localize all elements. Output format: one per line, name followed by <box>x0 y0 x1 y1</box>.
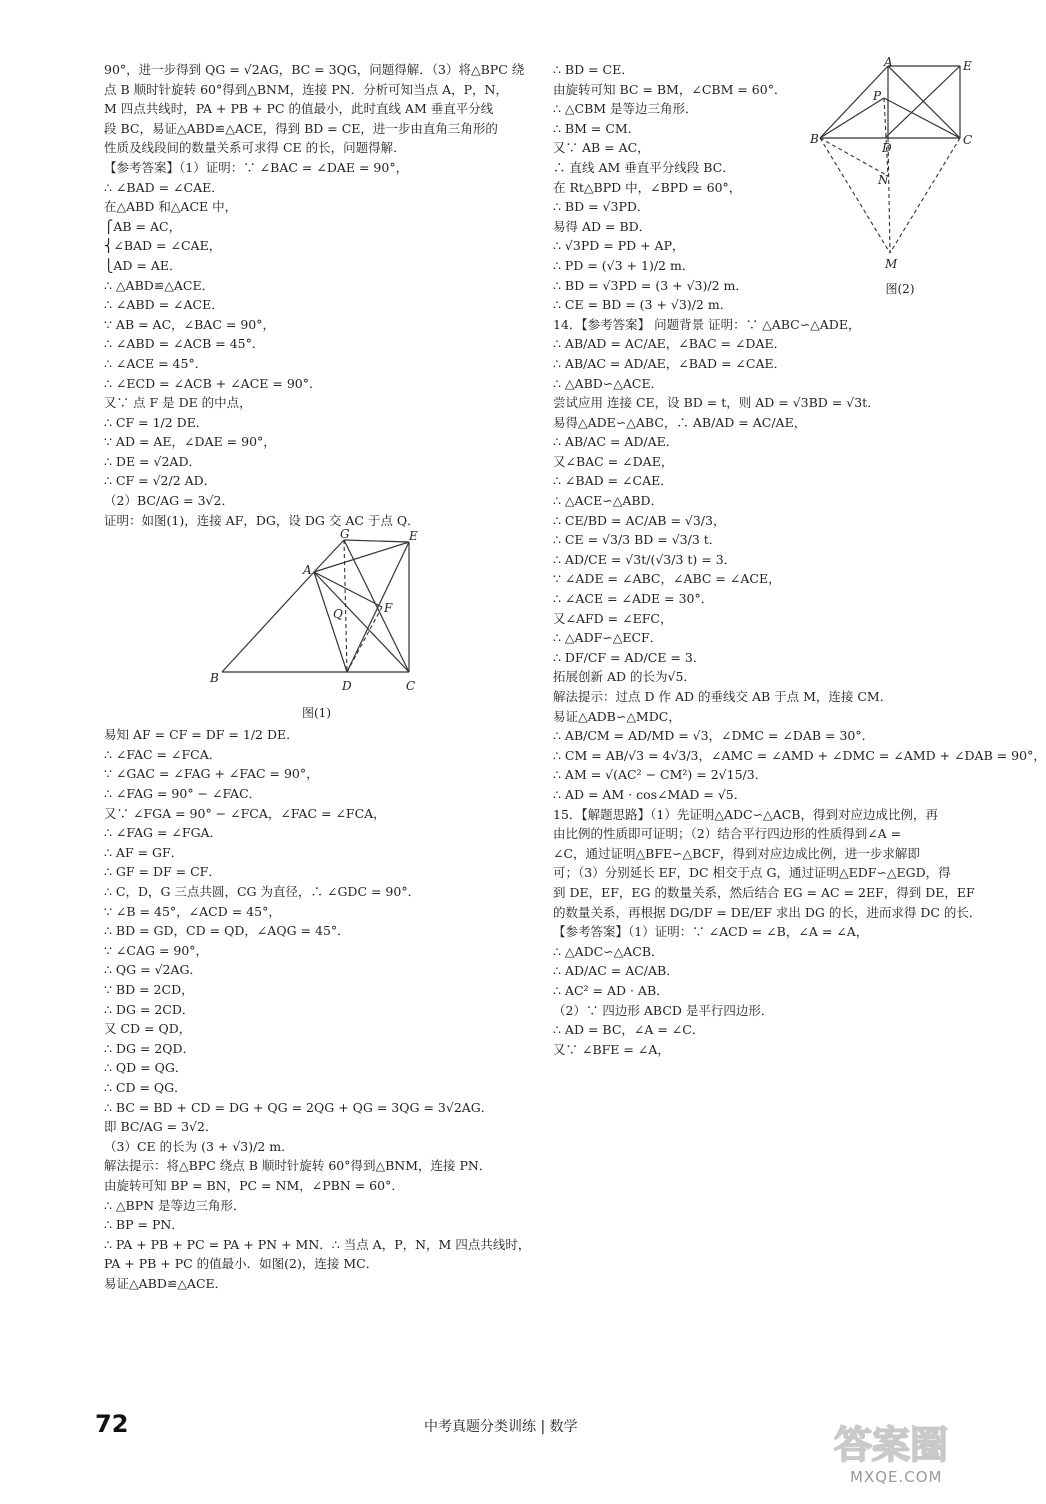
fig2-label-a: A <box>884 55 893 69</box>
fig2-label-e: E <box>963 59 972 73</box>
left-text-line: ∴ BC = BD + CD = DG + QG = 2QG + QG = 3QG = 3√2AG． <box>104 1099 494 1115</box>
left-text-line: ∴ ∠ACE = 45°． <box>104 355 208 371</box>
left-text-line: ∴ ∠ECD = ∠ACB + ∠ACE = 90°． <box>104 375 322 391</box>
left-text-line: ∴ DG = 2CD． <box>104 1001 195 1017</box>
fig1-label-f: F <box>384 601 393 616</box>
left-text-line: 点 B 顺时针旋转 60°得到△BNM，连接 PN．分析可知当点 A，P，N， <box>104 81 508 97</box>
q15-text-line: ∴ AD = BC，∠A = ∠C． <box>553 1022 705 1038</box>
left-text-line: 又∵ 点 F 是 DE 的中点， <box>104 395 252 411</box>
right-text-line: ∴ AD = AM · cos∠MAD = √5． <box>553 786 747 802</box>
right-text-line: ∴ CM = AB/√3 = 4√3/3，∠AMC = ∠AMD + ∠DMC = ∠AMD + ∠DAB = 90°， <box>553 747 1046 763</box>
left-text-line: ⎩AD = AE． <box>104 257 182 273</box>
question-15-block <box>553 805 983 1060</box>
right-text-line: ∴ △ADF∽△ECF． <box>553 630 663 646</box>
figure-1-diagram <box>104 527 529 707</box>
right-text-line: ∴ ∠ACE = ∠ADE = 30°． <box>553 591 714 607</box>
right-text-line: ∴ △ACE∽△ABD． <box>553 493 664 509</box>
left-text-line: 段 BC，易证△ABD≌△ACE，得到 BD = CE，进一步由直角三角形的 <box>104 120 498 136</box>
right-text-line: ∴ AB/AC = AD/AE，∠BAD = ∠CAE． <box>553 355 787 371</box>
left-text-line: 性质及线段间的数量关系可求得 CE 的长，问题得解． <box>104 140 406 156</box>
q15-text-line: 可；（3）分别延长 EF，DC 相交于点 G，通过证明△EDF∽△EGD，得 <box>553 865 951 881</box>
right-text-line: 又∠AFD = ∠EFC， <box>553 610 673 626</box>
q15-text-line: （2）∵ 四边形 ABCD 是平行四边形． <box>553 1002 774 1018</box>
left-column <box>104 60 529 1293</box>
left-text-line: 解法提示：将△BPC 绕点 B 顺时针旋转 60°得到△BNM，连接 PN． <box>104 1158 492 1174</box>
left-text-line: ∵ AD = AE，∠DAE = 90°， <box>104 434 276 450</box>
book-title: 中考真题分类训练 | 数学 <box>424 1419 578 1435</box>
left-text-line: 由旋转可知 BP = BN，PC = NM，∠PBN = 60°． <box>104 1177 404 1193</box>
fig2-label-d: D <box>882 141 892 155</box>
figure-1-caption: 图(1) <box>302 706 331 721</box>
fig1-label-g: G <box>340 527 350 542</box>
left-text-line: M 四点共线时，PA + PB + PC 的值最小，此时直线 AM 垂直平分线 <box>104 101 494 117</box>
left-text-line: ∵ ∠GAC = ∠FAG + ∠FAC = 90°， <box>104 766 319 782</box>
left-text-line: ∴ CD = QG． <box>104 1079 187 1095</box>
left-text-line: ∴ GF = DF = CF． <box>104 864 221 880</box>
right-text-block-2 <box>553 315 1046 805</box>
fig2-label-b: B <box>810 132 819 146</box>
fig1-label-a: A <box>303 563 312 578</box>
right-text-line: 在 Rt△BPD 中，∠BPD = 60°， <box>553 179 742 195</box>
right-text-line: ∴ AD/CE = √3t/(√3/3 t) = 3． <box>553 551 737 567</box>
watermark-logo-text: 答案圈 <box>834 1423 949 1467</box>
right-text-line: ∴ DF/CF = AD/CE = 3． <box>553 649 706 665</box>
right-text-line: 由旋转可知 BC = BM，∠CBM = 60°． <box>553 81 787 97</box>
left-text-line: ∴ ∠BAD = ∠CAE． <box>104 179 224 195</box>
right-text-line: ∴ AM = √(AC² − CM²) = 2√15/3． <box>553 767 768 783</box>
right-text-line: ∵ ∠ADE = ∠ABC，∠ABC = ∠ACE， <box>553 571 781 587</box>
right-text-line: 易得△ADE∽△ABC，∴ AB/AD = AC/AE， <box>553 414 807 430</box>
right-text-line: ∴ AB/AD = AC/AE，∠BAC = ∠DAE． <box>553 336 787 352</box>
right-text-line: ∴ CE/BD = AC/AB = √3/3， <box>553 512 726 528</box>
left-text-line: ∴ BD = GD，CD = QD，∠AQG = 45°． <box>104 923 350 939</box>
q15-text-line: ∴ AC² = AD · AB． <box>553 982 669 998</box>
left-text-line: （3）CE 的长为 (3 + √3)/2 m． <box>104 1138 294 1154</box>
right-text-line: 又∠BAC = ∠DAE， <box>553 453 674 469</box>
right-text-line: 拓展创新 AD 的长为√5． <box>553 669 696 685</box>
right-text-line: ∴ √3PD = PD + AP， <box>553 238 685 254</box>
figure-2 <box>810 55 990 296</box>
q15-text-line: ∴ △ADC∽△ACB． <box>553 943 664 959</box>
left-text-block-1 <box>104 60 529 530</box>
right-text-line: ∴ BD = √3PD = (3 + √3)/2 m． <box>553 277 748 293</box>
left-text-line: ∵ ∠CAG = 90°， <box>104 942 209 958</box>
left-text-line: ∴ ∠FAG = ∠FGA． <box>104 825 223 841</box>
fig2-label-m: M <box>885 257 898 271</box>
right-text-line: ∴ 直线 AM 垂直平分线段 BC． <box>553 159 735 175</box>
left-text-line: 又 CD = QD， <box>104 1021 192 1037</box>
right-text-line: ∴ △CBM 是等边三角形． <box>553 101 698 117</box>
left-text-line: ∴ C，D，G 三点共圆，CG 为直径，∴ ∠GDC = 90°． <box>104 884 421 899</box>
fig2-label-n: N <box>878 173 889 187</box>
figure-2-diagram <box>810 55 990 278</box>
figure-2-caption: 图(2) <box>885 282 915 296</box>
right-text-line: ∴ CE = BD = (3 + √3)/2 m． <box>553 297 733 313</box>
right-text-block-1 <box>553 60 808 315</box>
left-text-line: 证明：如图(1)，连接 AF，DG，设 DG 交 AC 于点 Q． <box>104 512 420 528</box>
page-number: 72 <box>95 1410 129 1438</box>
right-text-line: 解法提示：过点 D 作 AD 的垂线交 AB 于点 M，连接 CM． <box>553 689 893 704</box>
right-text-line: ∴ CE = √3/3 BD = √3/3 t． <box>553 532 722 548</box>
q15-text-line: 又∵ ∠BFE = ∠A， <box>553 1041 670 1057</box>
q15-text-line: 到 DE，EF，EG 的数量关系，然后结合 EG = AC = 2EF，得到 DE，EF <box>553 884 975 900</box>
right-text-line: ∴ PD = (√3 + 1)/2 m． <box>553 257 695 273</box>
left-text-line: ∴ ∠FAG = 90° − ∠FAC． <box>104 786 262 802</box>
left-text-line: ∴ ∠ABD = ∠ACB = 45°． <box>104 336 265 352</box>
left-text-line: 易知 AF = CF = DF = 1/2 DE． <box>104 727 299 743</box>
left-text-line: 即 BC/AG = 3√2． <box>104 1119 218 1135</box>
q15-text-line: 【参考答案】（1）证明：∵ ∠ACD = ∠B，∠A = ∠A， <box>553 924 869 940</box>
right-text-line: ∴ BD = CE． <box>553 62 634 77</box>
fig1-label-e: E <box>409 529 418 544</box>
watermark-url: MXQE.COM <box>850 1468 943 1486</box>
left-text-line: ∴ △BPN 是等边三角形． <box>104 1197 246 1213</box>
left-text-line: （2）BC/AG = 3√2． <box>104 493 234 509</box>
left-text-line: ∴ ∠FAC = ∠FCA． <box>104 746 222 762</box>
left-text-line: ⎧AB = AC， <box>104 218 182 234</box>
q15-text-line: 15．【解题思路】（1）先证明△ADC∽△ACB，得到对应边成比例，再 <box>553 806 938 822</box>
left-text-line: ∵ AB = AC，∠BAC = 90°， <box>104 316 275 332</box>
q15-text-line: 由比例的性质即可证明；（2）结合平行四边形的性质得到∠A = <box>553 826 902 842</box>
fig1-label-b: B <box>210 671 219 686</box>
right-text-line: ∴ ∠BAD = ∠CAE． <box>553 473 673 489</box>
left-text-line: 在△ABD 和△ACE 中， <box>104 199 238 215</box>
left-text-line: ∴ QD = QG． <box>104 1060 188 1076</box>
left-text-line: ∴ QG = √2AG． <box>104 962 203 978</box>
right-text-line: 又∵ AB = AC， <box>553 140 650 156</box>
figure-1 <box>104 527 529 721</box>
q15-text-line: 的数量关系，再根据 DG/DF = DE/EF 求出 DG 的长，进而求得 DC 的长． <box>553 904 982 920</box>
right-text-line: ∴ △ABD∽△ACE． <box>553 375 664 391</box>
right-text-line: 易得 AD = BD． <box>553 218 652 234</box>
fig1-label-d: D <box>342 679 352 694</box>
left-text-line: ∴ DG = 2QD． <box>104 1040 196 1056</box>
right-text-line: ∴ BM = CM． <box>553 120 641 136</box>
left-text-line: ∴ ∠ABD = ∠ACE． <box>104 297 224 313</box>
left-text-line: 90°，进一步得到 QG = √2AG，BC = 3QG，问题得解．（3）将△BPC 绕 <box>104 62 525 77</box>
left-text-line: ∴ BP = PN． <box>104 1217 184 1233</box>
left-text-block-2 <box>104 725 529 1293</box>
left-text-line: 又∵ ∠FGA = 90° − ∠FCA，∠FAC = ∠FCA， <box>104 805 386 821</box>
left-text-line: ∵ BD = 2CD， <box>104 981 194 997</box>
left-text-line: ∴ AF = GF． <box>104 844 184 860</box>
left-text-line: ∴ PA + PB + PC = PA + PN + MN．∴ 当点 A，P，N，M 四点共线时， <box>104 1236 531 1252</box>
fig1-label-q: Q <box>333 607 343 622</box>
left-text-line: 易证△ABD≌△ACE． <box>104 1275 228 1291</box>
left-text-line: ∵ ∠B = 45°，∠ACD = 45°， <box>104 903 281 919</box>
right-text-line: 易证△ADB∽△MDC， <box>553 708 681 724</box>
left-text-line: 【参考答案】（1）证明：∵ ∠BAC = ∠DAE = 90°， <box>104 159 409 175</box>
q15-text-line: ∠C，通过证明△BFE∽△BCF，得到对应边成比例，进一步求解即 <box>553 845 920 861</box>
fig2-label-p: P <box>873 89 882 103</box>
left-text-line: ⎨∠BAD = ∠CAE， <box>104 238 222 254</box>
left-text-line: PA + PB + PC 的值最小．如图(2)，连接 MC． <box>104 1256 379 1272</box>
right-text-line: ∴ BD = √3PD． <box>553 199 650 215</box>
fig1-label-c: C <box>406 679 416 694</box>
fig2-label-c: C <box>963 133 973 147</box>
right-text-line: ∴ AB/CM = AD/MD = √3，∠DMC = ∠DAB = 30°． <box>553 728 875 744</box>
right-text-line: 尝试应用 连接 CE，设 BD = t，则 AD = √3BD = √3t． <box>553 395 880 411</box>
left-text-line: ∴ CF = √2/2 AD． <box>104 473 217 489</box>
q15-text-line: ∴ AD/AC = AC/AB． <box>553 963 679 979</box>
left-text-line: ∴ CF = 1/2 DE． <box>104 414 209 430</box>
right-text-line: 14．【参考答案】 问题背景 证明：∵ △ABC∽△ADE， <box>553 316 861 332</box>
right-text-line: ∴ AB/AC = AD/AE． <box>553 434 679 450</box>
left-text-line: ∴ △ABD≌△ACE． <box>104 277 215 293</box>
left-text-line: ∴ DE = √2AD． <box>104 453 201 469</box>
